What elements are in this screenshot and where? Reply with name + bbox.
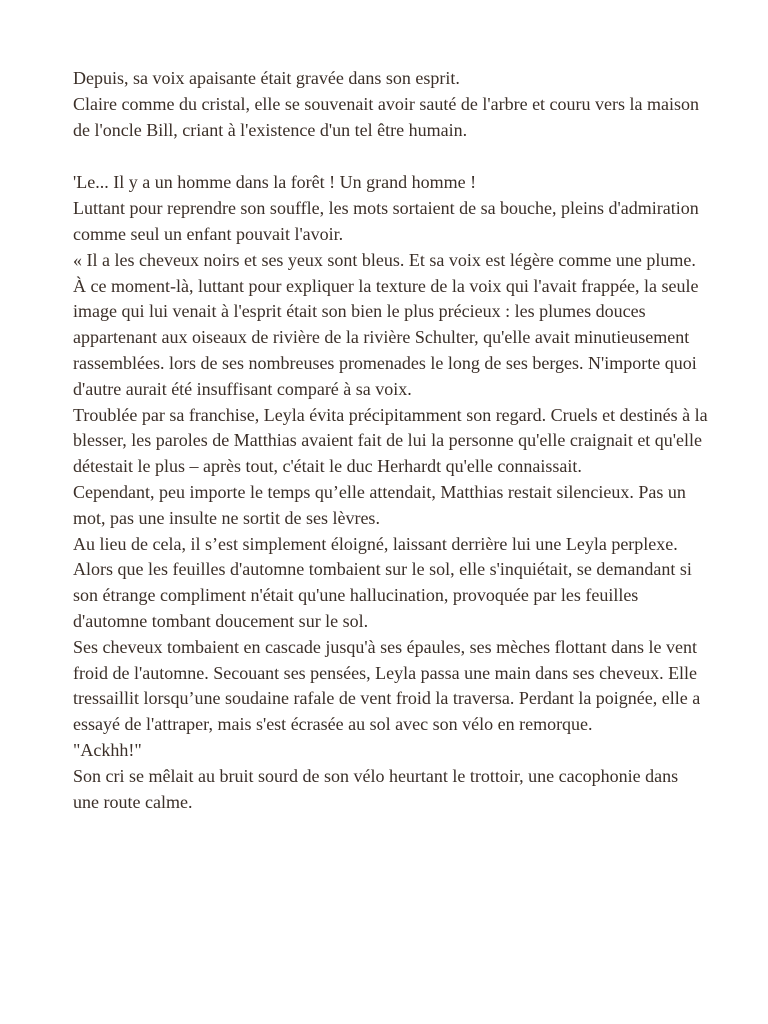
paragraph: À ce moment-là, luttant pour expliquer la texture de la voix qui l'avait frappée, la seule image qui lui venait à l'esprit était son bien le plus précieux : les plumes douces appartenant aux oiseaux de rivière de la rivière Schulter, qu'elle avait minutieusement rassemblées. lors de ses nombreuses promenades le long de ses berges. N'importe quoi d'autre aurait été insuffisant comparé à sa voix. [73,275,699,399]
paragraph: Luttant pour reprendre son souffle, les mots sortaient de sa bouche, pleins d'admiration comme seul un enfant pouvait l'avoir. [73,198,699,244]
paragraph: Claire comme du cristal, elle se souvenait avoir sauté de l'arbre et couru vers la maison de l'oncle Bill, criant à l'existence d'un tel être humain. [73,93,700,140]
paragraph: « Il a les cheveux noirs et ses yeux sont bleus. Et sa voix est légère comme une plume. [73,249,696,270]
text-block-2 [73,170,708,815]
paragraph: Depuis, sa voix apaisante était gravée dans son esprit. [73,68,460,88]
paragraph: Ses cheveux tombaient en cascade jusqu'à ses épaules, ses mèches flottant dans le vent froid de l'automne. Secouant ses pensées, Leyla passa une main dans ses cheveux. Elle tressaillit lorsqu’une soudaine rafale de vent froid la traversa. Perdant la poignée, elle a essayé de l'attraper, mais s'est écrasée au sol avec son vélo en remorque. [73,636,701,735]
paragraph: Au lieu de cela, il s’est simplement éloigné, laissant derrière lui une Leyla perplexe. Alors que les feuilles d'automne tombaient sur le sol, elle s'inquiétait, se demandant si son étrange compliment n'était qu'une hallucination, provoquée par les feuilles d'automne tombant doucement sur le sol. [73,533,692,631]
paragraph: Son cri se mêlait au bruit sourd de son vélo heurtant le trottoir, une cacophonie dans une route calme. [73,765,679,812]
text-block-1 [73,66,708,143]
paragraph: "Ackhh!" [73,739,142,760]
paragraph: Troublée par sa franchise, Leyla évita précipitamment son regard. Cruels et destinés à la blesser, les paroles de Matthias avaient fait de lui la personne qu'elle craignait et qu'elle détestait le plus – après tout, c'était le duc Herhardt qu'elle connaissait. [73,404,708,477]
paragraph: Cependant, peu importe le temps qu’elle attendait, Matthias restait silencieux. Pas un mot, pas une insulte ne sortit de ses lèvres. [73,481,686,528]
paragraph: 'Le... Il y a un homme dans la forêt ! Un grand homme ! [73,172,477,193]
